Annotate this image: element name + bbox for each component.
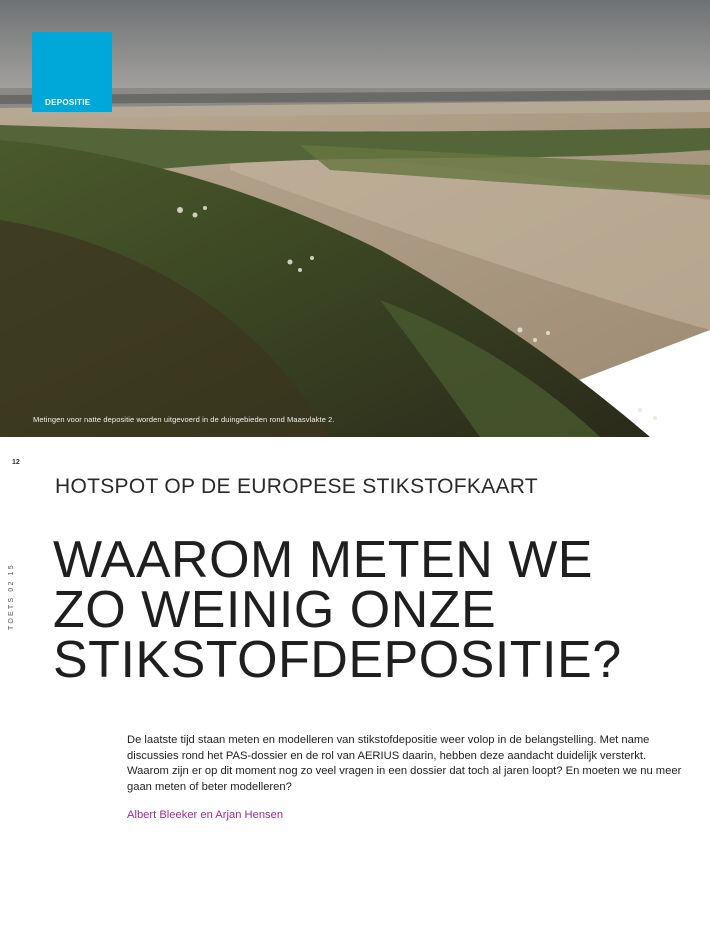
- headline-line: WAAROM METEN WE: [53, 531, 593, 589]
- article-headline: [53, 531, 703, 689]
- photo-caption: Metingen voor natte depositie worden uitgevoerd in de duingebieden rond Maasvlakte 2.: [33, 415, 335, 424]
- headline-line: STIKSTOFDEPOSITIE?: [53, 631, 622, 689]
- page-number: 12: [12, 459, 20, 466]
- headline-line: ZO WEINIG ONZE: [53, 581, 497, 639]
- magazine-spine-label: TOETS 02 15: [8, 563, 15, 630]
- section-tag-label: DEPOSITIE: [45, 98, 91, 107]
- article-kicker: HOTSPOT OP DE EUROPESE STIKSTOFKAART: [55, 475, 539, 498]
- article-authors: Albert Bleeker en Arjan Hensen: [127, 809, 284, 821]
- section-tag: [32, 32, 112, 112]
- article-intro: De laatste tijd staan meten en modelleren van stikstofdepositie weer volop in de belangstelling. Met name discussies rond het PAS-dossier en de rol van AERIUS daarin, hebben deze aandacht duidelijk versterkt. Waarom zijn er op dit moment nog zo veel vragen in een dossier dat toch al jaren loopt? En moeten we nu meer gaan meten of beter modelleren?: [127, 734, 682, 793]
